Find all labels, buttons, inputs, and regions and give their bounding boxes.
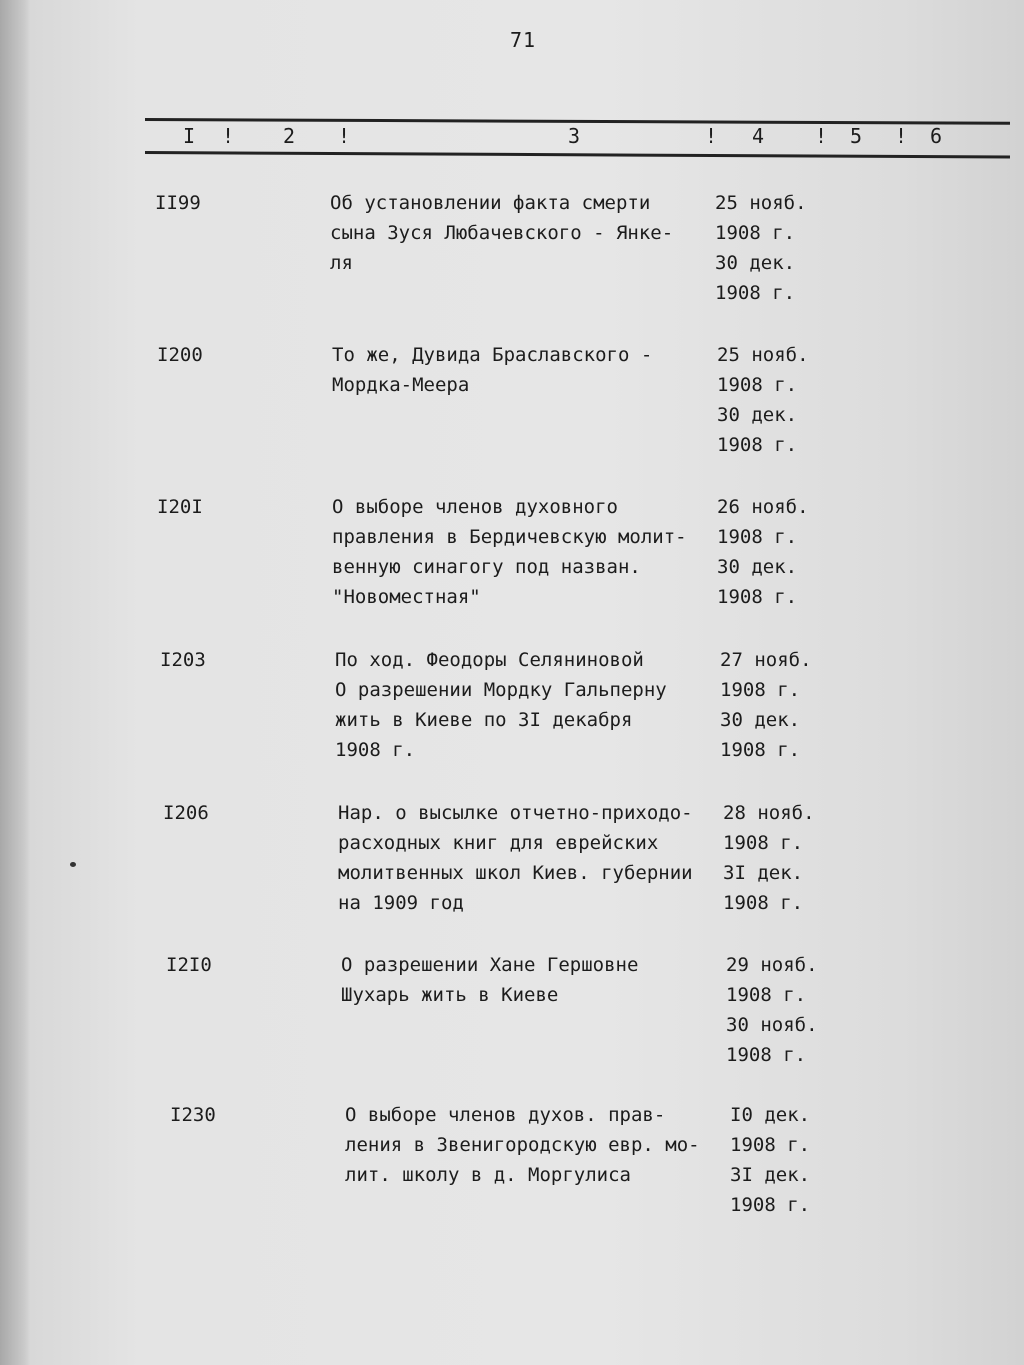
entry-description (332, 340, 732, 400)
entry-dates (730, 1100, 870, 1220)
description-line: венную синагогу под назван. (332, 556, 641, 578)
description-line: расходных книг для еврейских (338, 832, 659, 854)
date-line: 30 дек. (720, 709, 801, 731)
description-line: Мордка-Меера (332, 374, 470, 396)
description-line: То же, Дувида Браславского - (332, 344, 653, 366)
date-line: 1908 г. (715, 282, 796, 304)
description-line: 1908 г. (335, 739, 416, 761)
column-header-6: 6 (930, 124, 943, 148)
description-line: ления в Звенигородскую евр. мо- (345, 1134, 700, 1156)
date-line: 30 нояб. (726, 1014, 818, 1036)
description-line: Шухарь жить в Киеве (341, 984, 559, 1006)
entry-dates (726, 950, 866, 1070)
entry-dates (717, 492, 857, 612)
description-line: на 1909 год (338, 892, 464, 914)
entry-description (341, 950, 741, 1010)
date-line: 30 дек. (717, 404, 798, 426)
header-rule-bottom (145, 151, 1010, 159)
date-line: 1908 г. (720, 739, 801, 761)
column-separator: ! (705, 124, 718, 148)
column-separator: ! (338, 124, 351, 148)
description-line: лит. школу в д. Моргулиса (345, 1164, 631, 1186)
date-line: 25 нояб. (717, 344, 809, 366)
date-line: 1908 г. (726, 984, 807, 1006)
description-line: правления в Бердичевскую молит- (332, 526, 687, 548)
date-line: 1908 г. (730, 1134, 811, 1156)
date-line: 1908 г. (717, 586, 798, 608)
entry-number: I203 (160, 649, 206, 671)
date-line: 1908 г. (723, 832, 804, 854)
date-line: 29 нояб. (726, 954, 818, 976)
column-header-4: 4 (752, 124, 765, 148)
description-line: "Новоместная" (332, 586, 481, 608)
date-line: 1908 г. (730, 1194, 811, 1216)
entry-description (335, 645, 735, 765)
entry-description (338, 798, 738, 918)
paper-speck (70, 862, 76, 867)
description-line: О разрешении Хане Гершовне (341, 954, 639, 976)
description-line: сына Зуся Любачевского - Янке- (330, 222, 674, 244)
description-line: жить в Киеве по 3I декабря (335, 709, 633, 731)
date-line: 26 нояб. (717, 496, 809, 518)
date-line: 27 нояб. (720, 649, 812, 671)
column-separator: ! (815, 124, 828, 148)
description-line: О разрешении Мордку Гальперну (335, 679, 667, 701)
date-line: 1908 г. (720, 679, 801, 701)
column-header-1: I (183, 124, 196, 148)
date-line: 1908 г. (723, 892, 804, 914)
date-line: I0 дек. (730, 1104, 811, 1126)
date-line: 1908 г. (726, 1044, 807, 1066)
entry-dates (715, 188, 855, 308)
description-line: О выборе членов духов. прав- (345, 1104, 666, 1126)
entry-number: I206 (163, 802, 209, 824)
date-line: 1908 г. (717, 374, 798, 396)
page-number: 71 (510, 28, 537, 52)
description-line: Об установлении факта смерти (330, 192, 651, 214)
date-line: 30 дек. (717, 556, 798, 578)
date-line: 25 нояб. (715, 192, 807, 214)
description-line: ля (330, 252, 353, 274)
column-header-3: 3 (568, 124, 581, 148)
entry-description (330, 188, 730, 278)
column-header-2: 2 (283, 124, 296, 148)
entry-number: I230 (170, 1104, 216, 1126)
entry-number: I200 (157, 344, 203, 366)
column-header-5: 5 (850, 124, 863, 148)
description-line: Нар. о высылке отчетно-приходо- (338, 802, 693, 824)
date-line: 3I дек. (723, 862, 804, 884)
date-line: 1908 г. (717, 526, 798, 548)
entry-description (332, 492, 732, 612)
description-line: О выборе членов духовного (332, 496, 618, 518)
entry-number: I2I0 (166, 954, 212, 976)
description-line: молитвенных школ Киев. губернии (338, 862, 693, 884)
column-separator: ! (222, 124, 235, 148)
date-line: 28 нояб. (723, 802, 815, 824)
entry-dates (720, 645, 860, 765)
entry-description (345, 1100, 745, 1190)
date-line: 3I дек. (730, 1164, 811, 1186)
date-line: 30 дек. (715, 252, 796, 274)
entry-dates (717, 340, 857, 460)
date-line: 1908 г. (715, 222, 796, 244)
page-binding-shadow (0, 0, 30, 1365)
entry-dates (723, 798, 863, 918)
description-line: По ход. Феодоры Селяниновой (335, 649, 644, 671)
column-separator: ! (895, 124, 908, 148)
entry-number: II99 (155, 192, 201, 214)
date-line: 1908 г. (717, 434, 798, 456)
entry-number: I20I (157, 496, 203, 518)
